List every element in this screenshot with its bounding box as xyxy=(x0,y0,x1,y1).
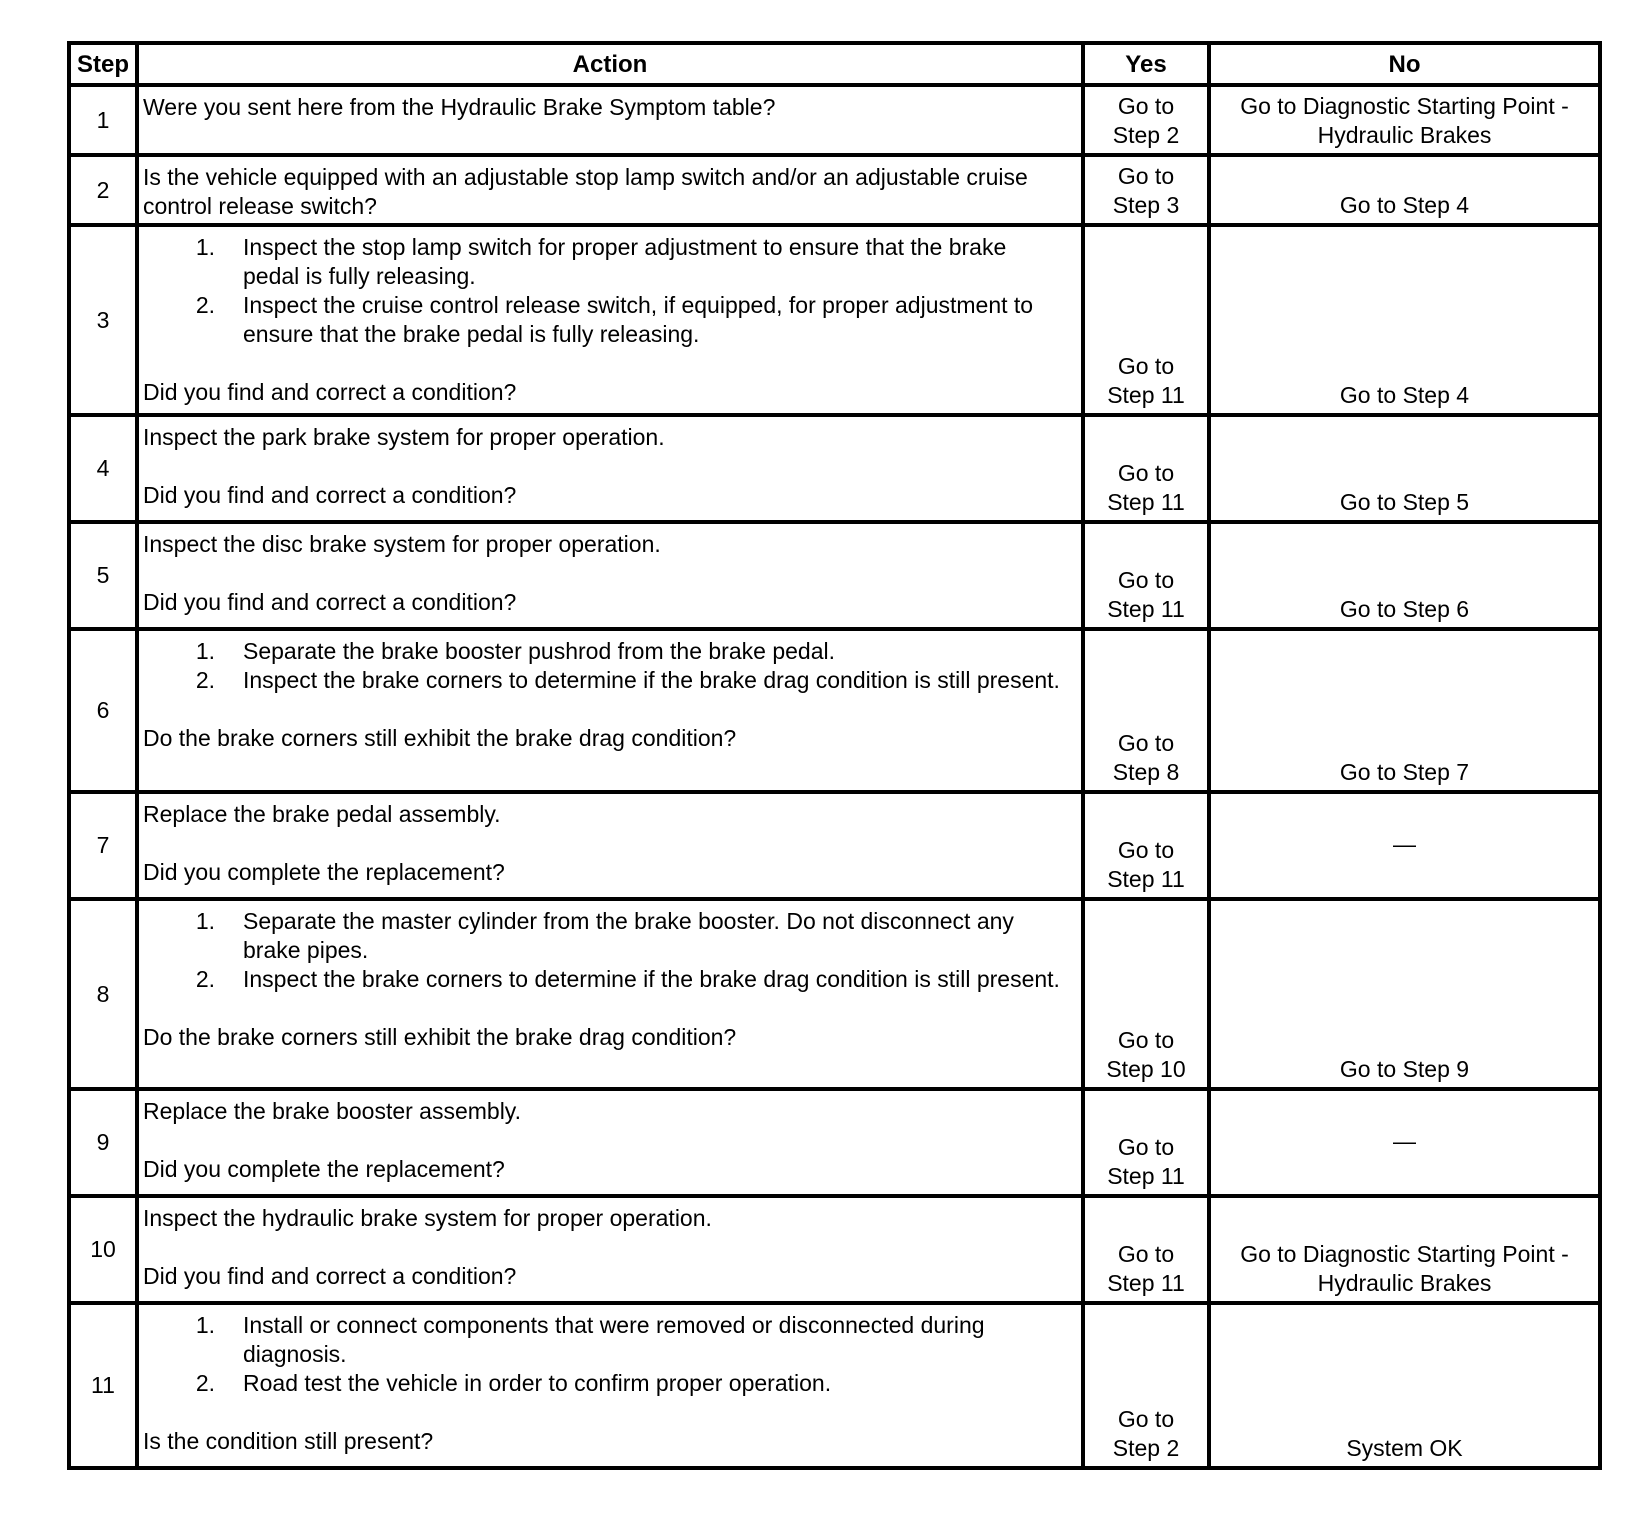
spacer xyxy=(143,349,1061,378)
step-number: 8 xyxy=(69,899,137,1089)
no-text: System OK xyxy=(1346,1435,1463,1461)
step-number: 9 xyxy=(69,1089,137,1196)
yes-cell xyxy=(1083,155,1209,225)
action-text: Inspect the park brake system for proper operation. xyxy=(143,424,665,450)
diagnostic-table xyxy=(67,41,1602,1470)
action-question: Did you find and correct a condition? xyxy=(143,379,517,405)
sub-step-number: 1. xyxy=(195,234,215,260)
no-text: Go to Step 4 xyxy=(1339,382,1470,408)
sub-step-text: Separate the master cylinder from the brake booster. Do not disconnect any brake pipes. xyxy=(243,908,1014,963)
spacer xyxy=(143,829,1061,858)
no-text: Hydraulic Brakes xyxy=(1317,122,1492,148)
sub-step-list xyxy=(143,1311,1061,1398)
no-text: — xyxy=(1393,1127,1416,1154)
no-text: Go to Step 9 xyxy=(1339,1056,1470,1082)
action-question: Do the brake corners still exhibit the brake drag condition? xyxy=(143,1024,737,1050)
sub-step-text: Install or connect components that were removed or disconnected during diagnosis. xyxy=(243,1312,985,1367)
no-cell xyxy=(1209,522,1600,629)
spacer xyxy=(143,1233,1061,1262)
no-text: Go to Step 5 xyxy=(1339,489,1470,515)
yes-text: Step 2 xyxy=(1112,1435,1180,1461)
spacer xyxy=(143,1398,1061,1427)
yes-cell xyxy=(1083,225,1209,415)
step-number: 4 xyxy=(69,415,137,522)
sub-step-text: Road test the vehicle in order to confirm proper operation. xyxy=(243,1370,832,1396)
step-number: 1 xyxy=(69,85,137,155)
sub-step-number: 2. xyxy=(195,667,215,693)
yes-cell xyxy=(1083,1196,1209,1303)
sub-step xyxy=(143,291,1061,349)
action-text: Inspect the hydraulic brake system for proper operation. xyxy=(143,1205,712,1231)
sub-step-text: Inspect the brake corners to determine if the brake drag condition is still present. xyxy=(243,966,1060,992)
sub-step-text: Inspect the cruise control release switch, if equipped, for proper adjustment to ensure that the brake pedal is fully releasing. xyxy=(243,292,1034,347)
sub-step xyxy=(143,637,1061,666)
yes-text: Go to xyxy=(1117,567,1175,593)
action-text: Were you sent here from the Hydraulic Brake Symptom table? xyxy=(143,94,776,120)
step-number: 11 xyxy=(69,1303,137,1468)
sub-step-text: Separate the brake booster pushrod from the brake pedal. xyxy=(243,638,835,664)
table-row xyxy=(69,1196,1600,1303)
table-row xyxy=(69,415,1600,522)
action-question: Did you find and correct a condition? xyxy=(143,1263,517,1289)
action-cell xyxy=(137,899,1083,1089)
step-number: 6 xyxy=(69,629,137,792)
no-text: Go to Diagnostic Starting Point - xyxy=(1240,93,1569,119)
no-cell xyxy=(1209,1303,1600,1468)
step-number: 2 xyxy=(69,155,137,225)
yes-text: Go to xyxy=(1117,460,1175,486)
action-cell xyxy=(137,1089,1083,1196)
no-cell xyxy=(1209,792,1600,899)
table-row xyxy=(69,85,1600,155)
yes-text: Step 2 xyxy=(1112,122,1180,148)
spacer xyxy=(143,452,1061,481)
action-question: Did you complete the replacement? xyxy=(143,1156,505,1182)
yes-text: Go to xyxy=(1117,730,1175,756)
table-row xyxy=(69,899,1600,1089)
action-question: Is the condition still present? xyxy=(143,1428,434,1454)
yes-text: Step 11 xyxy=(1107,489,1185,515)
no-cell xyxy=(1209,1196,1600,1303)
table-body xyxy=(69,85,1600,1468)
table-row xyxy=(69,225,1600,415)
sub-step xyxy=(143,1369,1061,1398)
yes-cell xyxy=(1083,1089,1209,1196)
action-cell xyxy=(137,522,1083,629)
table-row xyxy=(69,629,1600,792)
yes-text: Go to xyxy=(1117,1027,1175,1053)
action-cell xyxy=(137,1196,1083,1303)
sub-step xyxy=(143,965,1061,994)
action-cell xyxy=(137,225,1083,415)
action-cell xyxy=(137,85,1083,155)
header-row xyxy=(69,43,1600,85)
yes-cell xyxy=(1083,1303,1209,1468)
action-question: Did you complete the replacement? xyxy=(143,859,505,885)
action-cell xyxy=(137,629,1083,792)
action-text: Replace the brake booster assembly. xyxy=(143,1098,521,1124)
step-number: 10 xyxy=(69,1196,137,1303)
action-cell xyxy=(137,1303,1083,1468)
yes-text: Go to xyxy=(1117,1134,1175,1160)
no-cell xyxy=(1209,415,1600,522)
yes-text: Step 10 xyxy=(1106,1056,1186,1082)
yes-cell xyxy=(1083,792,1209,899)
table-row xyxy=(69,1303,1600,1468)
header-action: Action xyxy=(137,43,1083,85)
yes-text: Step 11 xyxy=(1107,382,1185,408)
sub-step-list xyxy=(143,233,1061,349)
no-text: Go to Step 7 xyxy=(1339,759,1470,785)
action-question: Do the brake corners still exhibit the brake drag condition? xyxy=(143,725,737,751)
step-number: 5 xyxy=(69,522,137,629)
action-text: Is the vehicle equipped with an adjustable stop lamp switch and/or an adjustable cruise control release switch? xyxy=(143,164,1028,219)
yes-text: Go to xyxy=(1117,163,1175,189)
yes-text: Step 11 xyxy=(1107,866,1185,892)
no-cell xyxy=(1209,155,1600,225)
yes-text: Go to xyxy=(1117,837,1175,863)
sub-step-number: 2. xyxy=(195,966,215,992)
step-number: 7 xyxy=(69,792,137,899)
sub-step-text: Inspect the stop lamp switch for proper adjustment to ensure that the brake pedal is fully releasing. xyxy=(243,234,1007,289)
action-text: Inspect the disc brake system for proper operation. xyxy=(143,531,661,557)
yes-text: Go to xyxy=(1117,353,1175,379)
action-text: Replace the brake pedal assembly. xyxy=(143,801,501,827)
yes-cell xyxy=(1083,899,1209,1089)
yes-text: Go to xyxy=(1117,1406,1175,1432)
table-row xyxy=(69,522,1600,629)
no-cell xyxy=(1209,1089,1600,1196)
yes-cell xyxy=(1083,629,1209,792)
no-text: — xyxy=(1393,830,1416,857)
yes-text: Step 11 xyxy=(1107,1270,1185,1296)
sub-step-number: 1. xyxy=(195,638,215,664)
step-number: 3 xyxy=(69,225,137,415)
yes-cell xyxy=(1083,415,1209,522)
sub-step-number: 2. xyxy=(195,1370,215,1396)
spacer xyxy=(143,994,1061,1023)
spacer xyxy=(143,559,1061,588)
no-text: Go to Step 4 xyxy=(1339,192,1470,218)
yes-text: Step 3 xyxy=(1112,192,1180,218)
yes-text: Step 11 xyxy=(1107,596,1185,622)
yes-text: Step 8 xyxy=(1112,759,1180,785)
header-yes: Yes xyxy=(1083,43,1209,85)
yes-text: Go to xyxy=(1117,93,1175,119)
table-row xyxy=(69,155,1600,225)
spacer xyxy=(143,695,1061,724)
action-cell xyxy=(137,415,1083,522)
sub-step-number: 1. xyxy=(195,908,215,934)
no-cell xyxy=(1209,225,1600,415)
sub-step xyxy=(143,907,1061,965)
sub-step xyxy=(143,1311,1061,1369)
sub-step-list xyxy=(143,637,1061,695)
sub-step-text: Inspect the brake corners to determine if the brake drag condition is still present. xyxy=(243,667,1060,693)
sub-step xyxy=(143,666,1061,695)
table-row xyxy=(69,792,1600,899)
table-row xyxy=(69,1089,1600,1196)
action-question: Did you find and correct a condition? xyxy=(143,482,517,508)
sub-step-list xyxy=(143,907,1061,994)
yes-cell xyxy=(1083,522,1209,629)
no-text: Go to Diagnostic Starting Point - xyxy=(1240,1241,1569,1267)
no-text: Go to Step 6 xyxy=(1339,596,1470,622)
no-cell xyxy=(1209,629,1600,792)
action-cell xyxy=(137,155,1083,225)
header-no: No xyxy=(1209,43,1600,85)
no-cell xyxy=(1209,899,1600,1089)
sub-step-number: 1. xyxy=(195,1312,215,1338)
yes-text: Go to xyxy=(1117,1241,1175,1267)
sub-step-number: 2. xyxy=(195,292,215,318)
no-text: Hydraulic Brakes xyxy=(1317,1270,1492,1296)
no-cell xyxy=(1209,85,1600,155)
spacer xyxy=(143,1126,1061,1155)
sub-step xyxy=(143,233,1061,291)
action-question: Did you find and correct a condition? xyxy=(143,589,517,615)
action-cell xyxy=(137,792,1083,899)
yes-cell xyxy=(1083,85,1209,155)
header-step: Step xyxy=(69,43,137,85)
yes-text: Step 11 xyxy=(1107,1163,1185,1189)
